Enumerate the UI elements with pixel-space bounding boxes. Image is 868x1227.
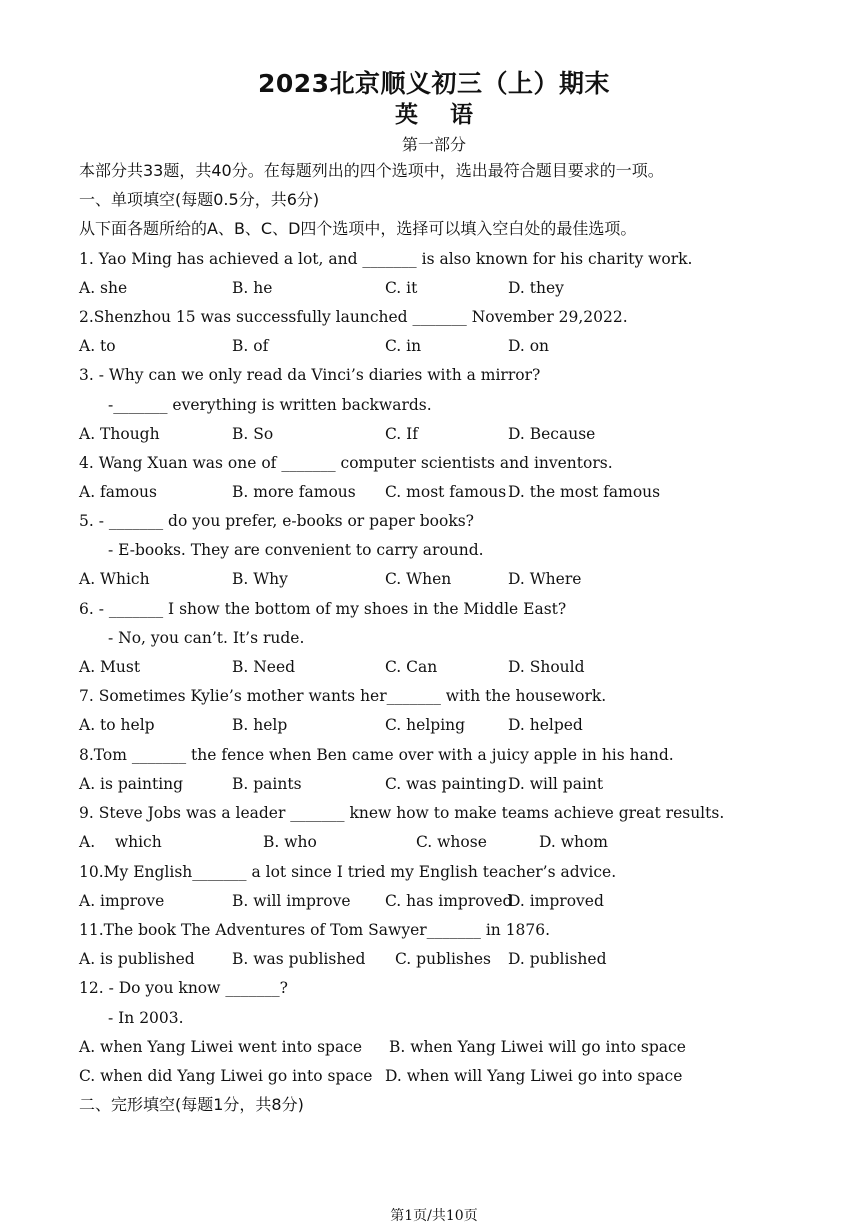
- question-6-reply: - No, you can’t. It’s rude.: [108, 629, 305, 647]
- option-4a: A. famous: [79, 483, 157, 501]
- option-6b: B. Need: [232, 658, 296, 676]
- option-11b: B. was published: [232, 950, 366, 968]
- option-8c: C. was painting: [385, 775, 507, 793]
- subject-title: 英语: [395, 102, 505, 128]
- option-8d: D. will paint: [508, 775, 604, 793]
- question-4: 4. Wang Xuan was one of _______ computer scientists and inventors.: [79, 454, 613, 472]
- option-12b: B. when Yang Liwei will go into space: [389, 1038, 686, 1056]
- option-8b: B. paints: [232, 775, 302, 793]
- option-12d: D. when will Yang Liwei go into space: [385, 1067, 683, 1085]
- option-2a: A. to: [79, 337, 116, 355]
- page-number: 第1页/共10页: [390, 1208, 478, 1224]
- option-10d: D. improved: [508, 892, 604, 910]
- option-9a: A. which: [79, 833, 162, 851]
- option-10b: B. will improve: [232, 892, 351, 910]
- question-8: 8.Tom _______ the fence when Ben came over with a juicy apple in his hand.: [79, 746, 674, 764]
- option-6d: D. Should: [508, 658, 585, 676]
- option-2b: B. of: [232, 337, 269, 355]
- option-12a: A. when Yang Liwei went into space: [79, 1038, 363, 1056]
- question-5-reply: - E-books. They are convenient to carry around.: [108, 541, 484, 559]
- question-6: 6. - _______ I show the bottom of my shoes in the Middle East?: [79, 600, 567, 618]
- question-3: 3. - Why can we only read da Vinci’s diaries with a mirror?: [79, 366, 541, 384]
- question-5: 5. - _______ do you prefer, e-books or paper books?: [79, 512, 474, 530]
- option-9b: B. who: [263, 833, 317, 851]
- option-9c: C. whose: [416, 833, 487, 851]
- option-7a: A. to help: [79, 716, 155, 734]
- question-10: 10.My English_______ a lot since I tried my English teacher’s advice.: [79, 863, 617, 881]
- section1-instruction: 从下面各题所给的A、B、C、D四个选项中，选择可以填入空白处的最佳选项。: [79, 219, 637, 238]
- exam-title: 2023北京顺义初三（上）期末: [257, 69, 611, 98]
- option-3a: A. Though: [79, 425, 160, 443]
- option-5d: D. Where: [508, 570, 582, 588]
- option-6a: A. Must: [79, 658, 141, 676]
- option-5c: C. When: [385, 570, 452, 588]
- question-9: 9. Steve Jobs was a leader _______ knew how to make teams achieve great results.: [79, 804, 725, 822]
- option-7b: B. help: [232, 716, 288, 734]
- question-3-reply: -_______ everything is written backwards.: [108, 396, 432, 414]
- option-3d: D. Because: [508, 425, 596, 443]
- option-11a: A. is published: [79, 950, 195, 968]
- option-9d: D. whom: [539, 833, 609, 851]
- option-7c: C. helping: [385, 716, 466, 734]
- question-7: 7. Sometimes Kylie’s mother wants her_______ with the housework.: [79, 687, 607, 705]
- option-4d: D. the most famous: [508, 483, 661, 501]
- option-1d: D. they: [508, 279, 564, 297]
- option-2c: C. in: [385, 337, 422, 355]
- question-1: 1. Yao Ming has achieved a lot, and _______ is also known for his charity work.: [79, 250, 693, 268]
- option-3c: C. If: [385, 425, 419, 443]
- option-5a: A. Which: [79, 570, 150, 588]
- option-4b: B. more famous: [232, 483, 356, 501]
- option-11c: C. publishes: [395, 950, 491, 968]
- question-11: 11.The book The Adventures of Tom Sawyer_______ in 1876.: [79, 921, 551, 939]
- option-12c: C. when did Yang Liwei go into space: [79, 1067, 373, 1085]
- section2-heading: 二、完形填空(每题1分，共8分): [79, 1095, 304, 1114]
- option-10c: C. has improved: [385, 892, 513, 910]
- option-8a: A. is painting: [79, 775, 184, 793]
- part-intro: 本部分共33题，共40分。在每题列出的四个选项中，选出最符合题目要求的一项。: [79, 161, 664, 180]
- option-4c: C. most famous: [385, 483, 507, 501]
- part-heading: 第一部分: [401, 135, 466, 154]
- question-2: 2.Shenzhou 15 was successfully launched _______ November 29,2022.: [79, 308, 628, 326]
- question-12-reply: - In 2003.: [108, 1009, 184, 1027]
- option-11d: D. published: [508, 950, 607, 968]
- option-1b: B. he: [232, 279, 273, 297]
- option-10a: A. improve: [79, 892, 165, 910]
- option-7d: D. helped: [508, 716, 583, 734]
- option-5b: B. Why: [232, 570, 288, 588]
- question-12: 12. - Do you know _______?: [79, 979, 288, 997]
- section1-heading: 一、单项填空(每题0.5分，共6分): [79, 190, 320, 209]
- option-6c: C. Can: [385, 658, 438, 676]
- option-1a: A. she: [79, 279, 128, 297]
- option-2d: D. on: [508, 337, 550, 355]
- option-3b: B. So: [232, 425, 274, 443]
- option-1c: C. it: [385, 279, 418, 297]
